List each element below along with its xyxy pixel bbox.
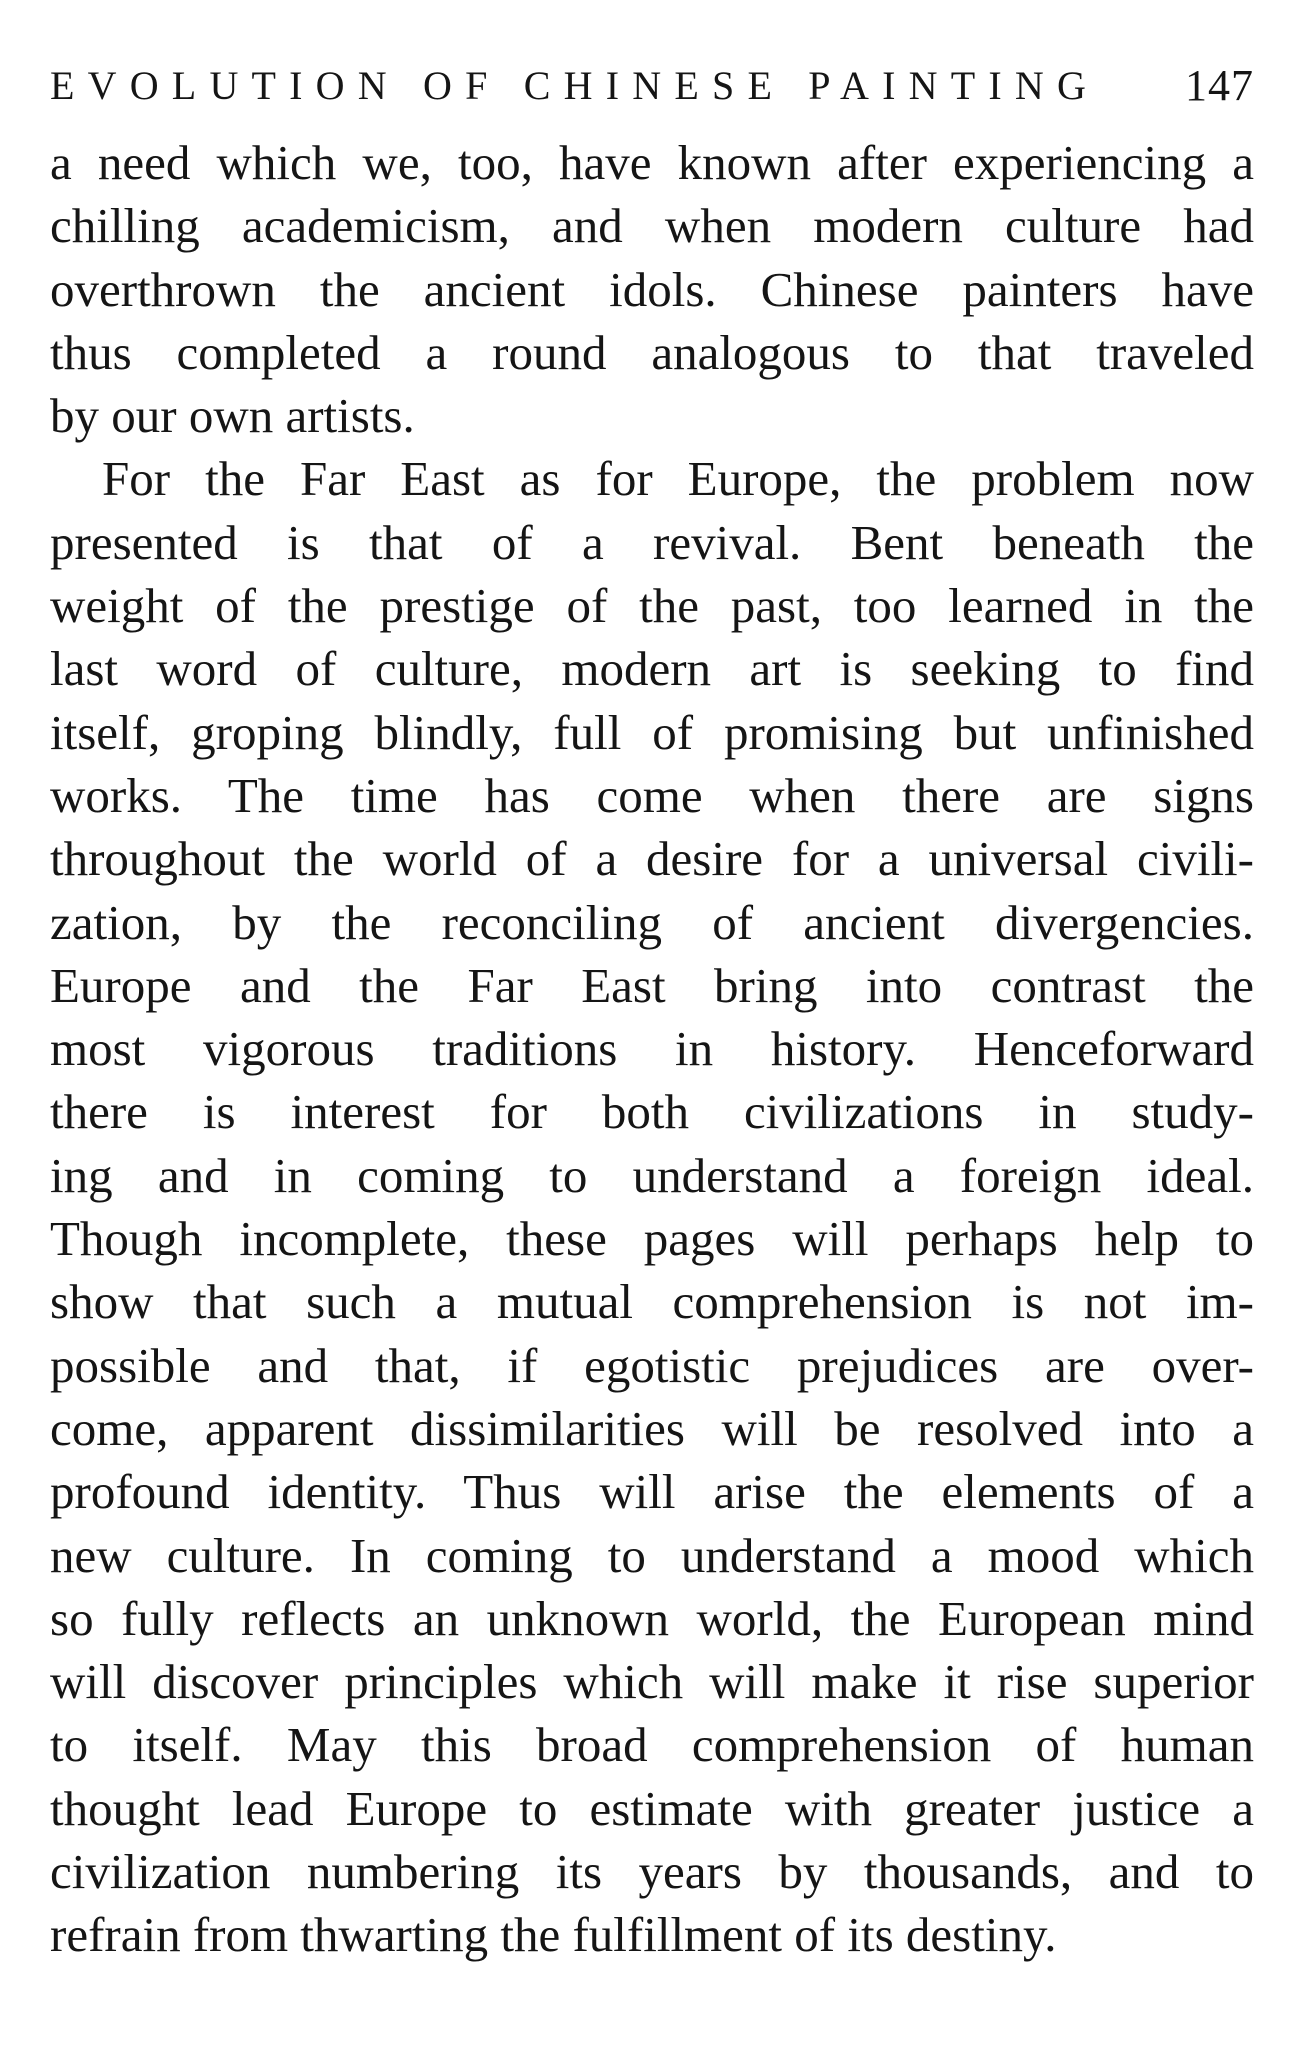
text-line: thus completed a round analogous to that traveled [50,324,1254,380]
text-line: Europe and the Far East bring into contrast the [50,957,1254,1013]
text-line: weight of the prestige of the past, too learned in the [50,578,1254,634]
text-line: refrain from thwarting the fulfillment of its destiny. [50,1907,1057,1963]
text-line: most vigorous traditions in history. Henceforward [50,1021,1254,1077]
text-line: itself, groping blindly, full of promising but unfinished [50,704,1254,760]
text-line: will discover principles which will make it rise superior [50,1654,1254,1710]
text-line: profound identity. Thus will arise the elements of a [50,1464,1254,1520]
text-line: new culture. In coming to understand a mood which [50,1527,1254,1583]
text-line: so fully reflects an unknown world, the European mind [50,1590,1254,1646]
text-line: to itself. May this broad comprehension of human [50,1717,1254,1773]
text-line: thought lead Europe to estimate with greater justice a [50,1780,1254,1836]
running-title: EVOLUTION OF CHINESE PAINTING [50,63,1100,108]
text-line: there is interest for both civilizations in study- [50,1084,1254,1140]
text-line: last word of culture, modern art is seeking to find [50,641,1254,697]
text-line: possible and that, if egotistic prejudices are over- [50,1337,1254,1393]
running-head [50,56,1254,116]
body-text [50,131,1254,1967]
text-line: For the Far East as for Europe, the problem now [102,451,1254,507]
text-line: a need which we, too, have known after experiencing a [50,135,1254,190]
text-line: presented is that of a revival. Bent beneath the [50,514,1254,570]
page-number: 147 [1185,61,1254,110]
text-line: by our own artists. [50,388,415,444]
text-line: zation, by the reconciling of ancient divergencies. [50,894,1254,950]
text-line: civilization numbering its years by thousands, and to [50,1844,1254,1900]
text-line: come, apparent dissimilarities will be resolved into a [50,1400,1254,1456]
text-line: overthrown the ancient idols. Chinese painters have [50,261,1254,317]
text-line: ing and in coming to understand a foreign ideal. [50,1147,1254,1203]
text-line: show that such a mutual comprehension is not im- [50,1274,1254,1330]
text-line: throughout the world of a desire for a universal civili- [50,831,1254,887]
text-line: works. The time has come when there are signs [50,767,1254,823]
text-line: chilling academicism, and when modern culture had [50,198,1254,254]
text-line: Though incomplete, these pages will perhaps help to [50,1211,1254,1267]
